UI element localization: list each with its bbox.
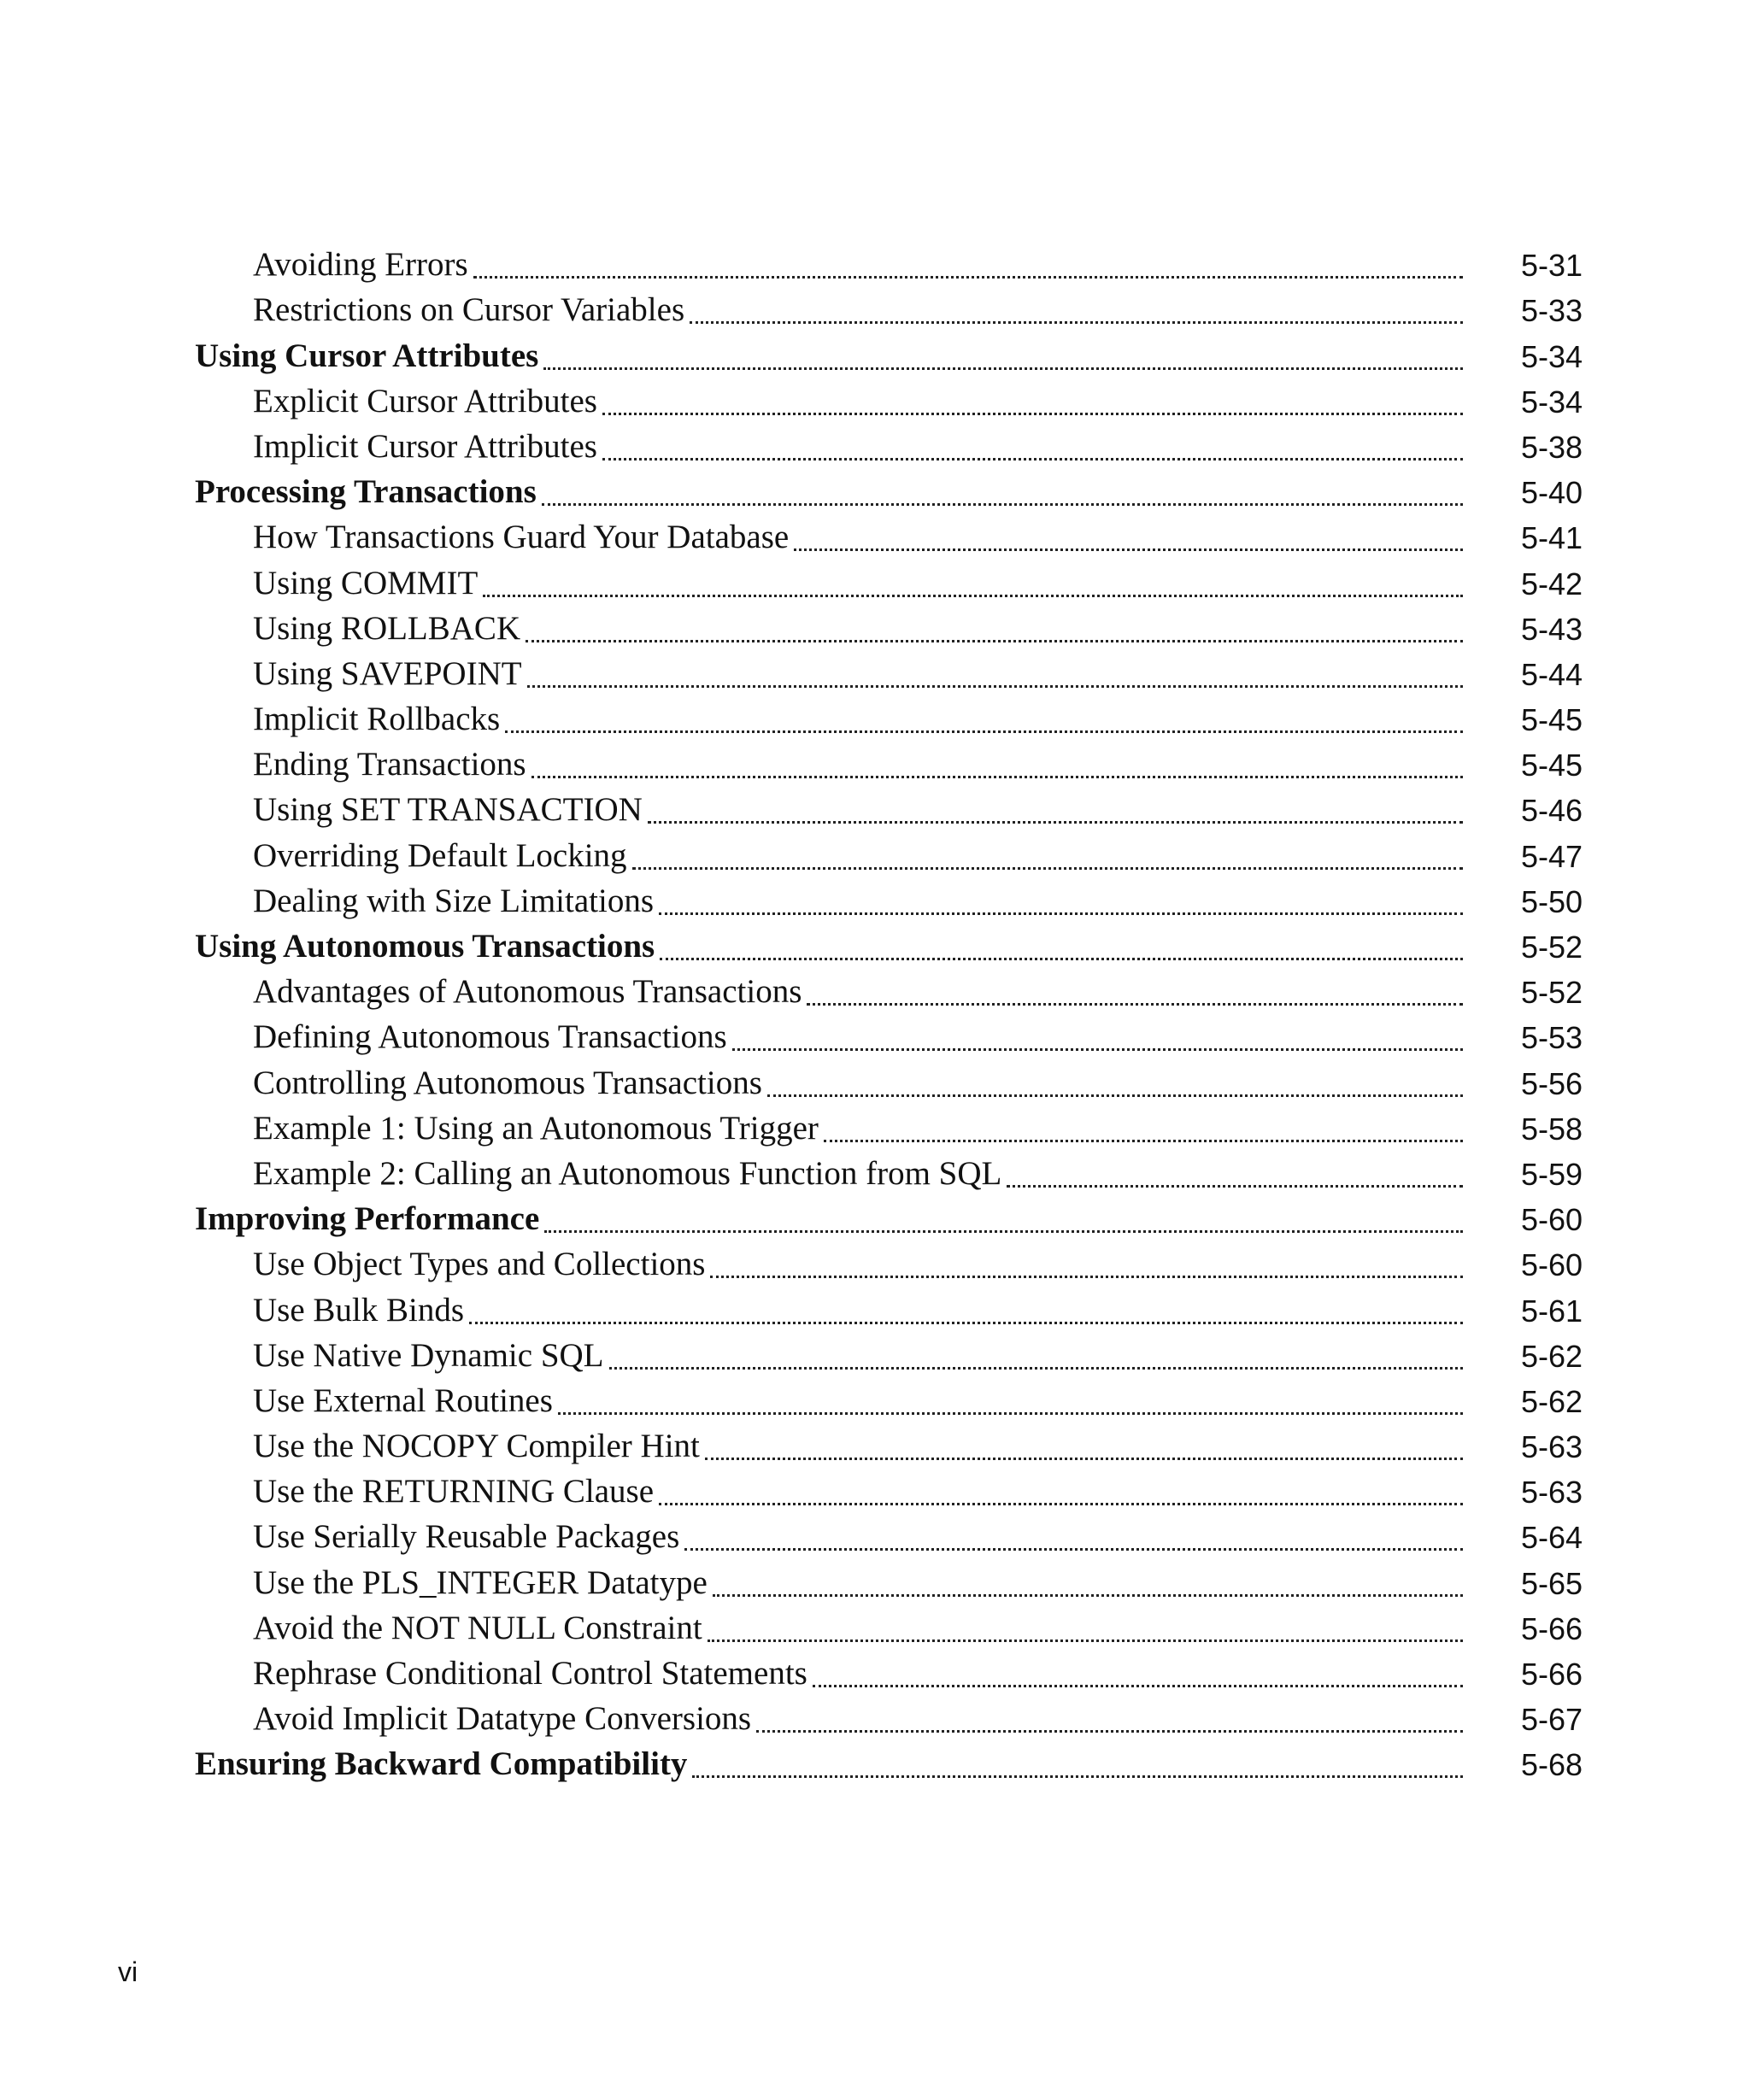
toc-subsection-entry[interactable] [195,1286,1583,1331]
toc-entry-page: 5-58 [1520,1111,1583,1147]
toc-subsection-entry[interactable] [195,1650,1583,1695]
toc-entry-title: Use External Routines [253,1381,553,1419]
toc-subsection-entry[interactable] [195,378,1583,423]
dot-leader [632,860,1463,870]
dot-leader [660,951,1463,960]
toc-entry-page: 5-31 [1520,248,1583,284]
toc-entry-title: Using ROLLBACK [253,609,521,647]
toc-entry-page: 5-67 [1520,1702,1583,1738]
toc-entry-title: Avoid the NOT NULL Constraint [253,1609,702,1646]
toc-entry-title: Example 1: Using an Autonomous Trigger [253,1109,819,1147]
toc-entry-title: Overriding Default Locking [253,836,627,874]
toc-subsection-entry[interactable] [195,286,1583,331]
dot-leader [531,769,1463,778]
toc-entry-page: 5-63 [1520,1429,1583,1465]
dot-leader [543,361,1463,370]
toc-entry-title: Rephrase Conditional Control Statements [253,1655,807,1692]
page-number: vi [118,1956,138,1987]
toc-subsection-entry[interactable] [195,1332,1583,1377]
toc-entry-page: 5-66 [1520,1610,1583,1646]
toc-entry-title: Avoiding Errors [253,246,468,284]
toc-subsection-entry[interactable] [195,1468,1583,1513]
toc-entry-title: Processing Transactions [195,473,537,511]
toc-entry-page: 5-43 [1520,611,1583,647]
table-of-contents [195,241,1583,1786]
dot-leader [1007,1178,1463,1188]
toc-entry-page: 5-52 [1520,930,1583,965]
toc-entry-title: Ending Transactions [253,746,526,783]
toc-subsection-entry[interactable] [195,831,1583,877]
toc-subsection-entry[interactable] [195,695,1583,741]
toc-entry-title: Using Autonomous Transactions [195,928,655,965]
dot-leader [824,1133,1463,1142]
dot-leader [602,406,1463,415]
dot-leader [794,542,1463,551]
toc-entry-title: Using COMMIT [253,564,479,601]
dot-leader [713,1587,1463,1597]
toc-section-entry[interactable] [195,1195,1583,1241]
toc-subsection-entry[interactable] [195,1513,1583,1558]
toc-subsection-entry[interactable] [195,559,1583,604]
dot-leader [756,1723,1463,1733]
toc-entry-page: 5-33 [1520,293,1583,329]
toc-entry-page: 5-56 [1520,1065,1583,1101]
toc-entry-title: Example 2: Calling an Autonomous Function from SQL [253,1154,1002,1192]
toc-entry-title: Use the RETURNING Clause [253,1473,655,1510]
toc-entry-page: 5-64 [1520,1520,1583,1556]
toc-entry-page: 5-34 [1520,384,1583,419]
toc-subsection-entry[interactable] [195,513,1583,559]
toc-entry-page: 5-42 [1520,566,1583,601]
toc-entry-page: 5-45 [1520,702,1583,738]
toc-entry-page: 5-63 [1520,1475,1583,1510]
toc-entry-page: 5-46 [1520,793,1583,829]
toc-entry-page: 5-53 [1520,1020,1583,1056]
toc-entry-title: Using SAVEPOINT [253,654,522,692]
dot-leader [527,678,1463,688]
toc-section-entry[interactable] [195,468,1583,513]
toc-subsection-entry[interactable] [195,741,1583,786]
toc-entry-page: 5-62 [1520,1383,1583,1419]
dot-leader [692,1769,1463,1778]
toc-entry-page: 5-62 [1520,1338,1583,1374]
toc-entry-page: 5-34 [1520,338,1583,374]
toc-entry-page: 5-68 [1520,1747,1583,1783]
dot-leader [602,451,1463,460]
toc-entry-title: Implicit Cursor Attributes [253,427,597,465]
dot-leader [505,724,1463,733]
dot-leader [684,1541,1463,1551]
dot-leader [807,996,1463,1006]
toc-entry-title: Use the NOCOPY Compiler Hint [253,1428,700,1465]
toc-entry-page: 5-60 [1520,1202,1583,1238]
toc-subsection-entry[interactable] [195,1695,1583,1740]
toc-subsection-entry[interactable] [195,1377,1583,1422]
toc-entry-title: Using Cursor Attributes [195,337,539,374]
toc-entry-title: Controlling Autonomous Transactions [253,1064,762,1101]
toc-subsection-entry[interactable] [195,1241,1583,1286]
toc-subsection-entry[interactable] [195,241,1583,286]
toc-entry-title: Implicit Rollbacks [253,701,501,738]
toc-entry-page: 5-44 [1520,656,1583,692]
dot-leader [469,1315,1463,1324]
dot-leader [708,1633,1463,1642]
dot-leader [813,1678,1463,1687]
toc-entry-title: Restrictions on Cursor Variables [253,291,685,329]
dot-leader [659,1496,1463,1505]
toc-entry-title: Use the PLS_INTEGER Datatype [253,1563,708,1601]
toc-entry-title: Improving Performance [195,1200,540,1238]
toc-subsection-entry[interactable] [195,423,1583,468]
dot-leader [483,588,1463,597]
toc-subsection-entry[interactable] [195,877,1583,923]
toc-subsection-entry[interactable] [195,968,1583,1013]
toc-subsection-entry[interactable] [195,1604,1583,1650]
toc-entry-page: 5-60 [1520,1247,1583,1283]
toc-entry-page: 5-52 [1520,975,1583,1011]
dot-leader [542,496,1463,506]
toc-entry-title: Defining Autonomous Transactions [253,1018,727,1056]
toc-subsection-entry[interactable] [195,1013,1583,1059]
dot-leader [526,633,1463,642]
toc-entry-page: 5-65 [1520,1565,1583,1601]
toc-entry-title: Ensuring Backward Compatibility [195,1745,688,1783]
toc-subsection-entry[interactable] [195,1558,1583,1604]
dot-leader [558,1405,1463,1415]
dot-leader [544,1223,1463,1233]
toc-entry-title: Use Serially Reusable Packages [253,1518,680,1556]
toc-subsection-entry[interactable] [195,650,1583,695]
dot-leader [767,1088,1463,1097]
toc-section-entry[interactable] [195,1740,1583,1786]
toc-entry-title: Avoid Implicit Datatype Conversions [253,1700,752,1738]
toc-section-entry[interactable] [195,331,1583,377]
toc-entry-title: Use Native Dynamic SQL [253,1336,604,1374]
toc-entry-page: 5-47 [1520,838,1583,874]
toc-entry-page: 5-59 [1520,1156,1583,1192]
toc-entry-title: Using SET TRANSACTION [253,791,643,829]
dot-leader [659,906,1463,915]
toc-subsection-entry[interactable] [195,605,1583,650]
toc-subsection-entry[interactable] [195,1422,1583,1468]
dot-leader [609,1360,1464,1370]
toc-subsection-entry[interactable] [195,1059,1583,1104]
toc-entry-page: 5-40 [1520,475,1583,511]
toc-entry-page: 5-38 [1520,429,1583,465]
dot-leader [705,1451,1463,1460]
toc-entry-title: Use Object Types and Collections [253,1246,706,1283]
toc-entry-title: How Transactions Guard Your Database [253,519,790,556]
toc-entry-title: Use Bulk Binds [253,1291,465,1329]
toc-entry-title: Advantages of Autonomous Transactions [253,973,802,1011]
toc-entry-page: 5-45 [1520,748,1583,783]
toc-section-entry[interactable] [195,923,1583,968]
dot-leader [732,1041,1463,1051]
dot-leader [648,814,1463,824]
toc-entry-page: 5-66 [1520,1657,1583,1692]
toc-entry-page: 5-50 [1520,883,1583,919]
toc-subsection-entry[interactable] [195,786,1583,831]
dot-leader [473,269,1463,279]
dot-leader [690,314,1463,324]
toc-entry-title: Explicit Cursor Attributes [253,382,597,419]
toc-subsection-entry[interactable] [195,1105,1583,1150]
toc-subsection-entry[interactable] [195,1150,1583,1195]
toc-entry-page: 5-41 [1520,520,1583,556]
toc-entry-title: Dealing with Size Limitations [253,882,655,919]
toc-entry-page: 5-61 [1520,1293,1583,1329]
dot-leader [710,1269,1463,1278]
